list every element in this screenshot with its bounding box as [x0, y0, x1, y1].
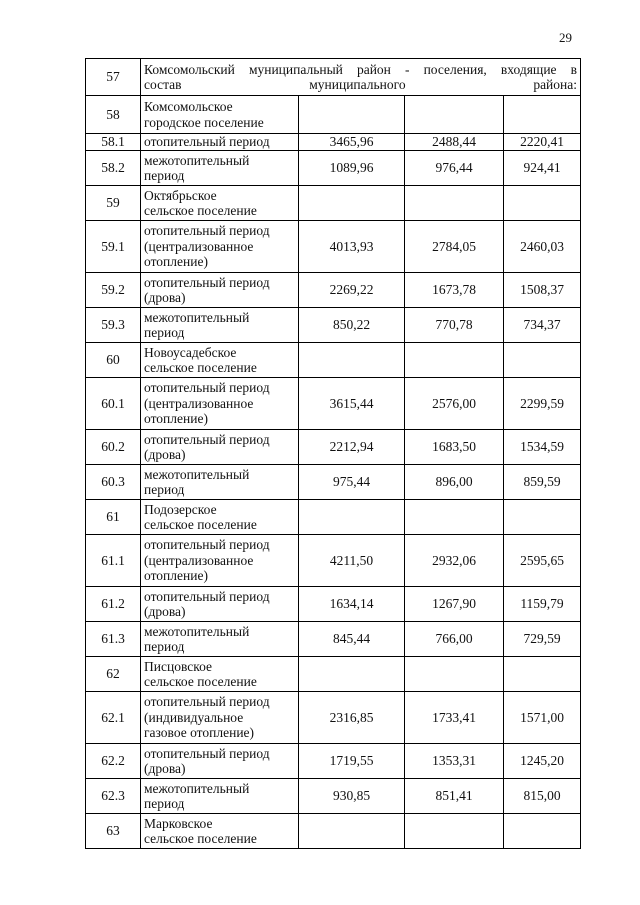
row-name-line: Комсомольский муниципальный район - поселения, входящие в	[144, 61, 577, 77]
value-cell-2: 851,41	[405, 779, 504, 814]
value-cell-1	[299, 343, 405, 378]
row-name	[141, 186, 299, 221]
value-cell-2	[405, 657, 504, 692]
table-row	[86, 343, 581, 378]
value-cell-3: 2299,59	[504, 378, 581, 430]
row-name-line: Комсомольское	[144, 99, 233, 114]
table-row	[86, 500, 581, 535]
value-cell-3: 2220,41	[504, 134, 581, 151]
value-cell-1	[299, 500, 405, 535]
row-name	[141, 622, 299, 657]
value-cell-3: 729,59	[504, 622, 581, 657]
table-row	[86, 96, 581, 134]
table-row	[86, 814, 581, 849]
value-cell-2: 896,00	[405, 465, 504, 500]
row-number: 61	[86, 500, 141, 535]
row-number: 59.3	[86, 308, 141, 343]
value-cell-2: 976,44	[405, 151, 504, 186]
row-name-line: межотопительный	[144, 466, 250, 482]
row-number: 61.2	[86, 587, 141, 622]
row-number: 58.2	[86, 151, 141, 186]
row-name-line: период	[144, 168, 185, 183]
value-cell-1: 1634,14	[299, 587, 405, 622]
row-number: 59	[86, 186, 141, 221]
row-name	[141, 378, 299, 430]
row-number: 60	[86, 343, 141, 378]
row-name-line: период	[144, 482, 185, 497]
value-cell-3: 1508,37	[504, 273, 581, 308]
value-cell-1: 2269,22	[299, 273, 405, 308]
row-name-line: межотопительный	[144, 152, 250, 168]
row-name-line: отопление)	[144, 254, 208, 270]
row-name-line: отопительный период	[144, 537, 270, 553]
value-cell-2: 1353,31	[405, 744, 504, 779]
value-cell-3: 1245,20	[504, 744, 581, 779]
row-number: 62.2	[86, 744, 141, 779]
row-number: 60.2	[86, 430, 141, 465]
table-row	[86, 744, 581, 779]
value-cell-1	[299, 96, 405, 134]
value-cell-1: 3615,44	[299, 378, 405, 430]
table-row	[86, 308, 581, 343]
row-number: 59.1	[86, 221, 141, 273]
row-name-line: отопление)	[144, 568, 208, 584]
row-name-line: отопительный период	[144, 431, 270, 447]
value-cell-3: 1571,00	[504, 692, 581, 744]
page-number: 29	[559, 30, 572, 45]
row-name-line: (дрова)	[144, 447, 186, 462]
value-cell-2: 2488,44	[405, 134, 504, 151]
table-row	[86, 59, 581, 96]
value-cell-3	[504, 343, 581, 378]
row-number: 62	[86, 657, 141, 692]
value-cell-2	[405, 186, 504, 221]
row-name	[141, 744, 299, 779]
row-name	[141, 221, 299, 273]
row-name-line: сельское поселение	[144, 674, 257, 689]
row-name	[141, 587, 299, 622]
row-name-line: (дрова)	[144, 604, 186, 619]
row-name	[141, 814, 299, 849]
row-name	[141, 535, 299, 587]
row-name-line: сельское поселение	[144, 360, 257, 375]
row-name-line: Писцовское	[144, 658, 213, 674]
row-name-line: состав муниципального района:	[144, 77, 577, 92]
row-name-line: межотопительный	[144, 309, 250, 325]
value-cell-1: 845,44	[299, 622, 405, 657]
value-cell-2: 1267,90	[405, 587, 504, 622]
tariff-table	[85, 58, 581, 849]
table-row	[86, 378, 581, 430]
value-cell-3: 2460,03	[504, 221, 581, 273]
row-name-line: отопительный период	[144, 588, 270, 604]
row-number: 62.1	[86, 692, 141, 744]
row-name-line: отопительный период	[144, 134, 270, 150]
row-name	[141, 134, 299, 151]
row-number: 58.1	[86, 134, 141, 151]
table-row	[86, 622, 581, 657]
row-name-line: межотопительный	[144, 623, 250, 639]
row-name-line: Октябрьское	[144, 187, 217, 203]
value-cell-3	[504, 814, 581, 849]
value-cell-3: 2595,65	[504, 535, 581, 587]
value-cell-1	[299, 657, 405, 692]
row-name-line: (дрова)	[144, 290, 186, 305]
value-cell-1	[299, 186, 405, 221]
row-name	[141, 430, 299, 465]
row-name-line: межотопительный	[144, 780, 250, 796]
value-cell-2: 1683,50	[405, 430, 504, 465]
value-cell-1: 1719,55	[299, 744, 405, 779]
row-name-line: период	[144, 796, 185, 811]
row-name-line: сельское поселение	[144, 203, 257, 218]
row-name	[141, 273, 299, 308]
value-cell-3: 1159,79	[504, 587, 581, 622]
table-row	[86, 657, 581, 692]
row-number: 60.1	[86, 378, 141, 430]
row-number: 58	[86, 96, 141, 134]
value-cell-3: 815,00	[504, 779, 581, 814]
row-name-line: городское поселение	[144, 114, 264, 130]
row-name-line: Марковское	[144, 815, 213, 831]
row-name	[141, 692, 299, 744]
value-cell-1: 930,85	[299, 779, 405, 814]
table-row	[86, 465, 581, 500]
row-name	[141, 308, 299, 343]
value-cell-2	[405, 500, 504, 535]
row-number: 61.1	[86, 535, 141, 587]
row-name-line: период	[144, 639, 185, 654]
row-name-line: Подозерское	[144, 501, 217, 517]
value-cell-3: 1534,59	[504, 430, 581, 465]
row-name-line: Новоусадебское	[144, 344, 237, 360]
value-cell-1: 850,22	[299, 308, 405, 343]
row-name	[141, 465, 299, 500]
value-cell-1: 3465,96	[299, 134, 405, 151]
value-cell-3: 924,41	[504, 151, 581, 186]
row-name-line: период	[144, 325, 185, 340]
table-row	[86, 273, 581, 308]
row-name	[141, 96, 299, 134]
value-cell-3	[504, 96, 581, 134]
row-number: 62.3	[86, 779, 141, 814]
value-cell-1: 975,44	[299, 465, 405, 500]
row-name-line: отопительный период	[144, 274, 270, 290]
row-name	[141, 657, 299, 692]
row-name-line: газовое отопление)	[144, 725, 255, 741]
value-cell-2: 766,00	[405, 622, 504, 657]
value-cell-2: 2932,06	[405, 535, 504, 587]
value-cell-1	[299, 814, 405, 849]
value-cell-1: 2316,85	[299, 692, 405, 744]
table-row	[86, 779, 581, 814]
value-cell-1: 4211,50	[299, 535, 405, 587]
value-cell-3	[504, 186, 581, 221]
row-name-line: сельское поселение	[144, 831, 257, 846]
row-name-line: отопительный период	[144, 694, 270, 710]
table-row	[86, 186, 581, 221]
row-name-line: (индивидуальное	[144, 709, 244, 725]
table-row	[86, 221, 581, 273]
table-row	[86, 151, 581, 186]
value-cell-2	[405, 814, 504, 849]
value-cell-1: 2212,94	[299, 430, 405, 465]
row-name	[141, 779, 299, 814]
row-name	[141, 343, 299, 378]
row-name	[141, 500, 299, 535]
row-name-line: отопительный период	[144, 223, 270, 239]
table-row	[86, 692, 581, 744]
value-cell-2: 2784,05	[405, 221, 504, 273]
row-name-line: отопительный период	[144, 380, 270, 396]
row-name-line: (централизованное	[144, 395, 254, 411]
row-name	[141, 151, 299, 186]
row-name-line: (дрова)	[144, 761, 186, 776]
row-number: 59.2	[86, 273, 141, 308]
row-name-line: отопление)	[144, 411, 208, 427]
table-row	[86, 587, 581, 622]
value-cell-2: 2576,00	[405, 378, 504, 430]
value-cell-2: 770,78	[405, 308, 504, 343]
table-row	[86, 535, 581, 587]
value-cell-2	[405, 96, 504, 134]
row-name-line: (централизованное	[144, 552, 254, 568]
value-cell-3: 734,37	[504, 308, 581, 343]
value-cell-3: 859,59	[504, 465, 581, 500]
value-cell-1: 1089,96	[299, 151, 405, 186]
value-cell-3	[504, 657, 581, 692]
table-row	[86, 430, 581, 465]
row-number: 57	[86, 59, 141, 96]
row-number: 60.3	[86, 465, 141, 500]
table-row	[86, 134, 581, 151]
value-cell-3	[504, 500, 581, 535]
row-name-line: (централизованное	[144, 238, 254, 254]
value-cell-2: 1673,78	[405, 273, 504, 308]
row-number: 63	[86, 814, 141, 849]
value-cell-2: 1733,41	[405, 692, 504, 744]
value-cell-2	[405, 343, 504, 378]
row-name-line: сельское поселение	[144, 517, 257, 532]
row-name	[141, 59, 581, 96]
row-name-line: отопительный период	[144, 745, 270, 761]
value-cell-1: 4013,93	[299, 221, 405, 273]
row-number: 61.3	[86, 622, 141, 657]
